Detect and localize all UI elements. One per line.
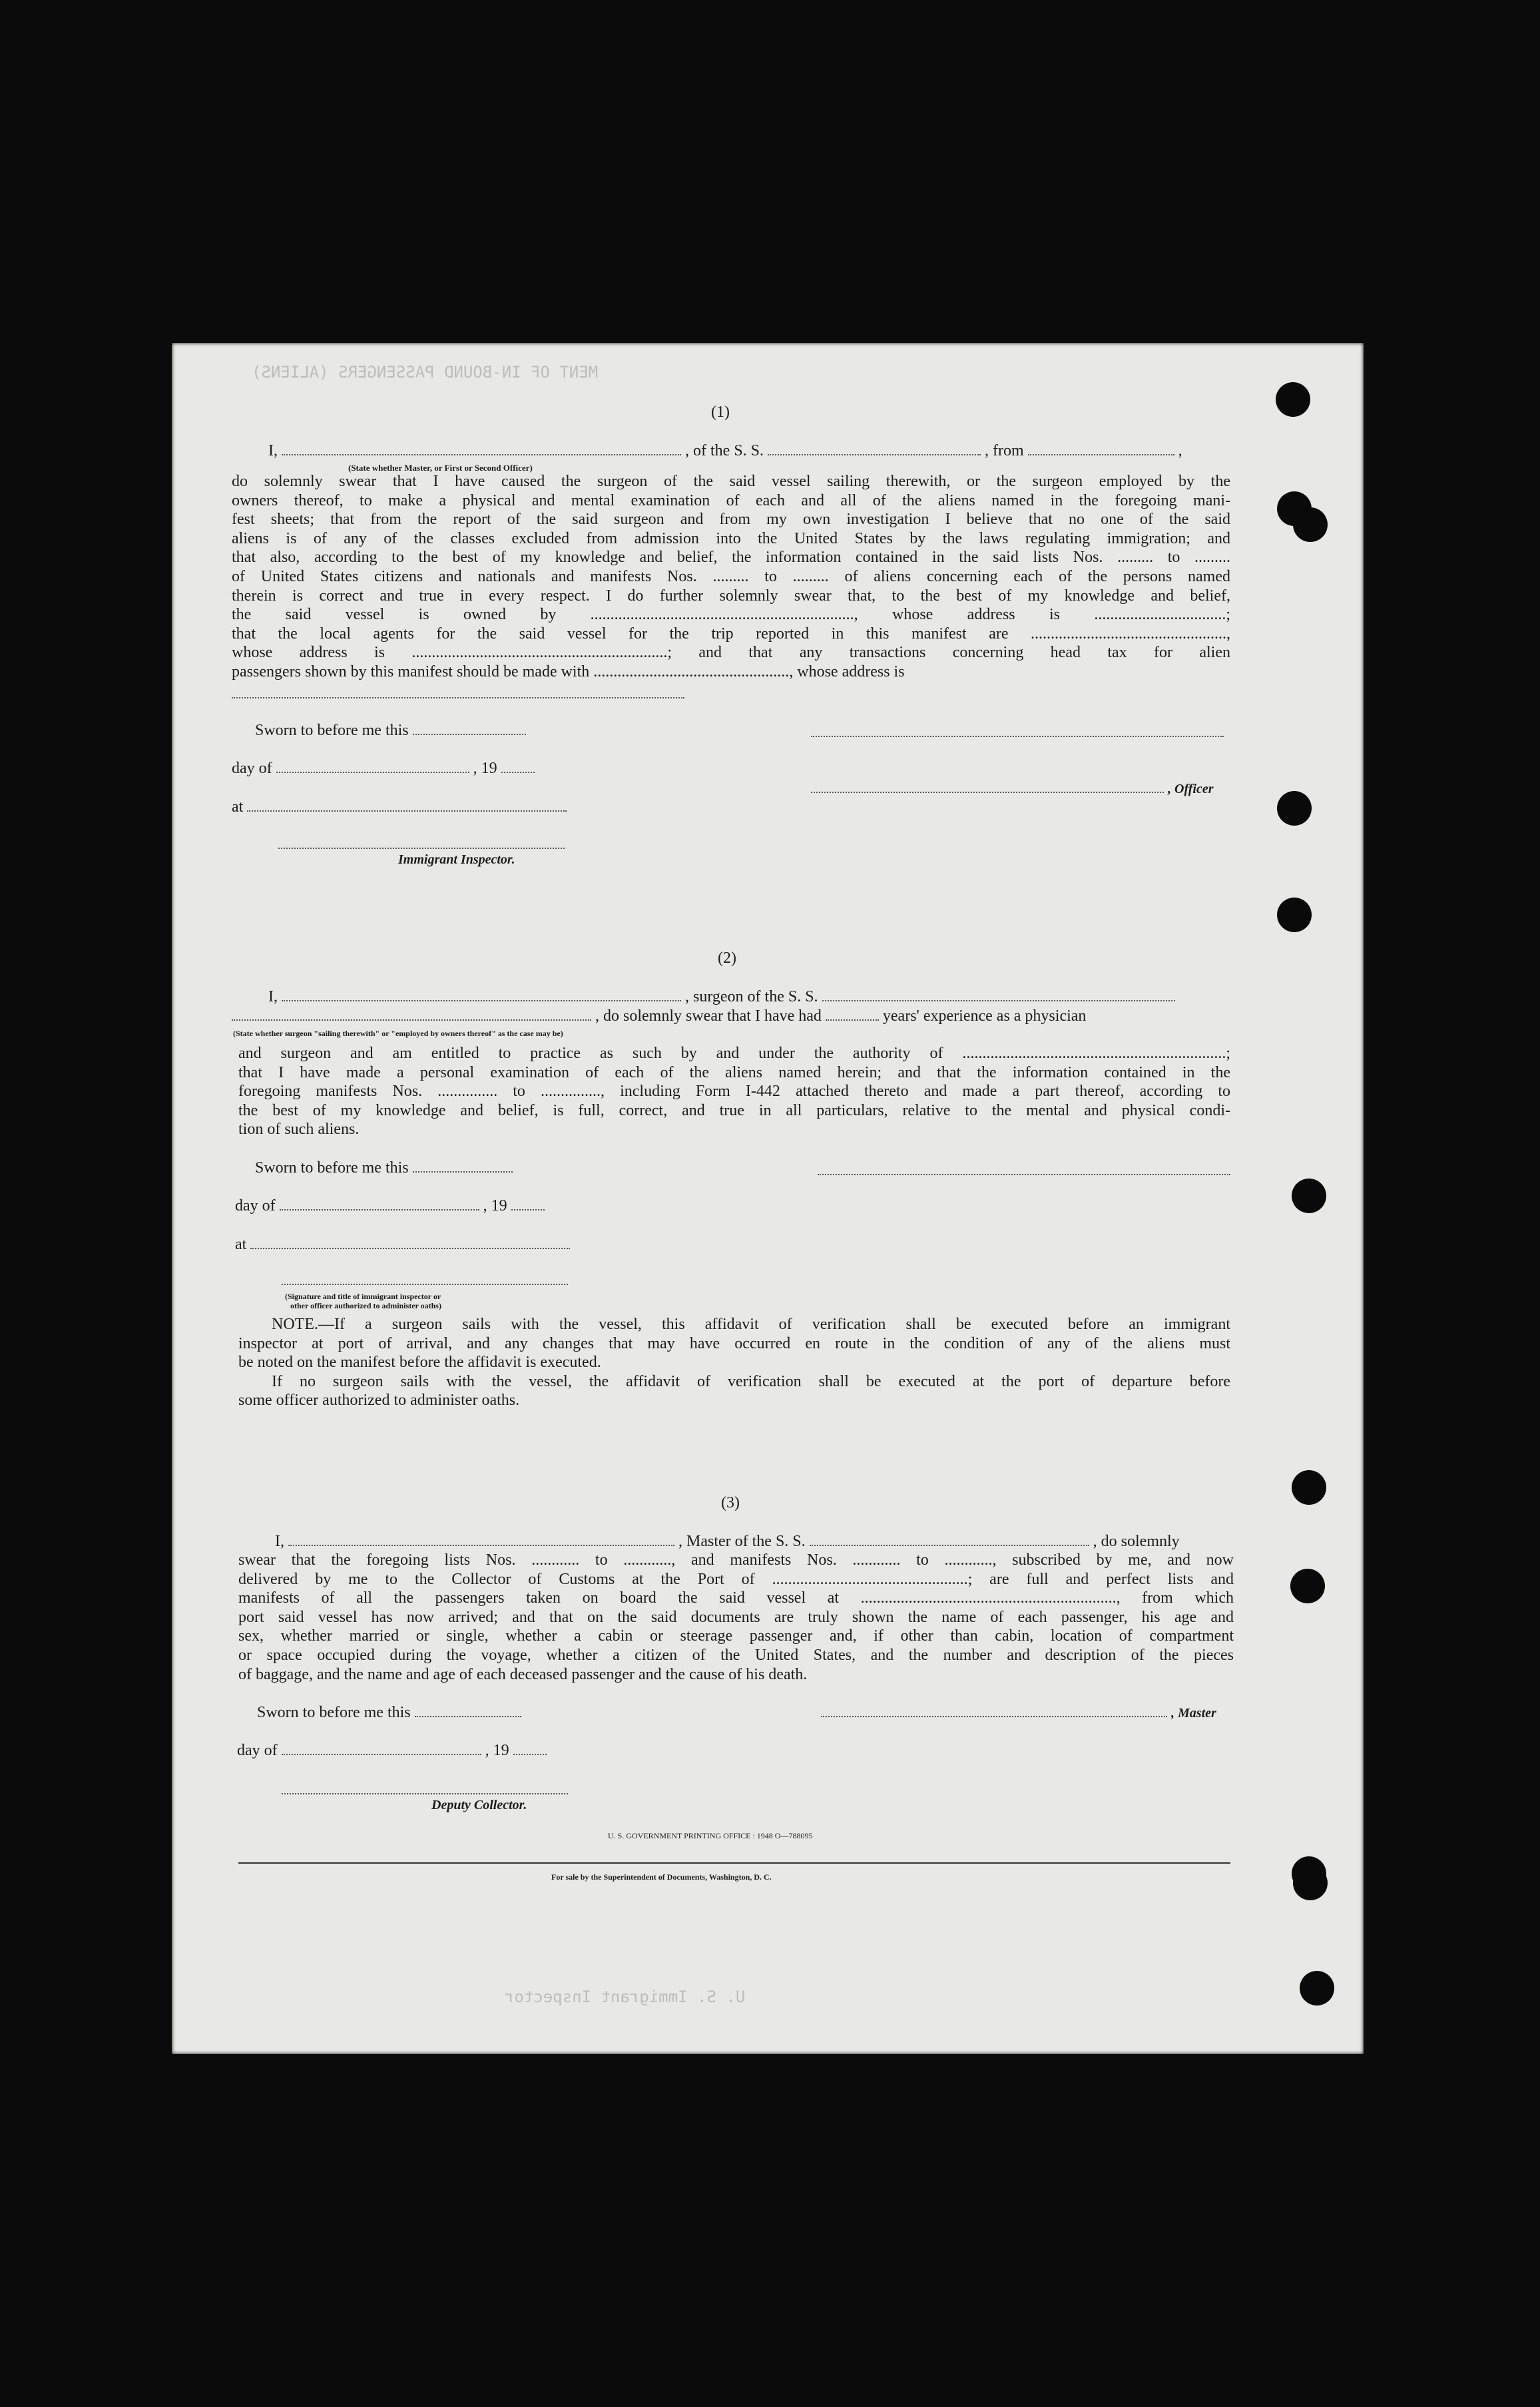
s2-note-line: be noted on the manifest before the affidavit is executed. (238, 1354, 601, 1372)
s1-officer-label: , Officer (1168, 782, 1214, 796)
s3-body-line: delivered by me to the Collector of Customs at the Port of .................................................; are full and perfect lists and (238, 1570, 1234, 1588)
s3-year-blank[interactable] (513, 1753, 547, 1755)
bleed-through-bottom: U. S. Immigrant Inspector (505, 1988, 746, 2006)
punch-hole (1277, 898, 1312, 932)
s3-vessel-blank[interactable] (810, 1544, 1089, 1546)
punch-hole (1293, 507, 1328, 542)
gpo-imprint: U. S. GOVERNMENT PRINTING OFFICE : 1948 O—788095 (608, 1831, 813, 1840)
s2-year-label: , 19 (483, 1197, 507, 1214)
s1-body-line: owners thereof, to make a physical and mental examination of each and all of the aliens named in the foregoing mani- (232, 491, 1230, 509)
s2-signature-note-2: other officer authorized to administer oaths) (290, 1301, 441, 1310)
s1-at (232, 798, 567, 816)
s2-sworn-label: Sworn to before me this (255, 1159, 409, 1177)
s1-body-line: the said vessel is owned by .................................................................., whose address is .................................; (232, 606, 1230, 624)
s1-body-line: passengers shown by this manifest should be made with ................................................., whose address is (232, 663, 905, 680)
s2-line2 (232, 1007, 1086, 1025)
section-1-number: (1) (711, 403, 730, 421)
s1-i-label: I, (268, 442, 278, 459)
s1-of-ss-label: , of the S. S. (685, 442, 764, 459)
s3-master-line (821, 1703, 1216, 1723)
s3-master-signature[interactable] (821, 1715, 1167, 1717)
section-2-body (238, 1044, 1230, 1139)
punch-hole (1300, 1971, 1334, 2006)
s1-day-of-label: day of (232, 760, 272, 777)
s1-officer-blank[interactable] (282, 453, 681, 455)
s1-body-line: of United States citizens and nationals and manifests Nos. ......... to ......... of aliens concerning each of the persons named (232, 567, 1230, 585)
s2-note2-line: If no surgeon sails with the vessel, the affidavit of verification shall be executed at the port of departure before (272, 1372, 1230, 1390)
punch-hole (1293, 1866, 1328, 1900)
s1-day-of (232, 759, 535, 778)
s1-year-blank[interactable] (501, 771, 535, 773)
s3-day-of (237, 1741, 547, 1760)
section-3-body (238, 1551, 1234, 1684)
s3-body-line: port said vessel has now arrived; and that on the said documents are truly shown the name of each passenger, his age and (238, 1608, 1234, 1626)
s1-from-blank[interactable] (1028, 453, 1174, 455)
s2-at-blank[interactable] (250, 1247, 570, 1249)
s1-body-line: that the local agents for the said vessel for the trip reported in this manifest are ................................................., (232, 625, 1230, 643)
s1-vessel-blank[interactable] (768, 453, 981, 455)
s3-swear-label: , do solemnly (1093, 1533, 1180, 1550)
s3-body-line: sex, whether married or single, whether a cabin or steerage passenger and, if other than cabin, location of compartment (238, 1627, 1234, 1645)
s2-year-blank[interactable] (511, 1208, 545, 1210)
s1-signature-line[interactable] (811, 736, 1224, 737)
s1-body-line: do solemnly swear that I have caused the surgeon of the said vessel sailing therewith, or the surgeon employed by the (232, 473, 1230, 490)
punch-hole (1292, 1470, 1326, 1505)
s1-body-line: that also, according to the best of my knowledge and belief, the information contained in the said lists Nos. ......... to ......... (232, 549, 1230, 567)
s1-from-label: , from (985, 442, 1024, 459)
s2-body-line: foregoing manifests Nos. ............... to ..............., including Form I-442 attached thereto and made a part thereof, according to (238, 1083, 1230, 1101)
s2-day-of (235, 1197, 545, 1215)
s2-inspector-line[interactable] (282, 1284, 568, 1285)
s1-inspector-line[interactable] (278, 848, 565, 849)
s2-experience-label: years' experience as a physician (882, 1007, 1087, 1025)
s3-sworn (257, 1703, 521, 1722)
s3-master-label: , Master of the S. S. (678, 1533, 806, 1550)
bleed-through-top: MENT OF IN-BOUND PASSENGERS (ALIENS) (252, 363, 599, 382)
s2-at-label: at (235, 1236, 247, 1253)
s1-officer-line (811, 779, 1214, 798)
s1-officer-note: (State whether Master, or First or Second Officer) (348, 463, 533, 473)
section-3-number: (3) (721, 1494, 740, 1511)
punch-hole (1290, 1569, 1325, 1603)
s2-signature-line[interactable] (818, 1174, 1230, 1175)
punch-hole (1292, 1179, 1326, 1213)
punch-hole (1277, 791, 1312, 826)
s1-body-line: aliens is of any of the classes excluded from admission into the United States by the laws regulating immigration; and (232, 529, 1230, 547)
s1-day-blank[interactable] (276, 771, 469, 773)
s2-body-line: and surgeon and am entitled to practice as such by and under the authority of ..................................................................; (238, 1045, 1230, 1062)
s2-line1 (268, 987, 1175, 1006)
s2-note (238, 1315, 1230, 1410)
s1-line1-end: , (1178, 442, 1182, 459)
s1-at-label: at (232, 798, 244, 816)
s1-body-line: whose address is ................................................................; and that any transactions concerning head tax for alien (232, 644, 1230, 662)
s2-name-blank[interactable] (282, 999, 681, 1001)
s3-master-sign-label: , Master (1171, 1706, 1216, 1721)
punch-hole (1276, 382, 1310, 417)
s3-year-label: , 19 (485, 1742, 509, 1759)
s3-line1 (275, 1532, 1180, 1551)
section-1-line1 (268, 441, 1182, 460)
s1-officer-signature[interactable] (811, 791, 1164, 793)
s3-i-label: I, (275, 1533, 284, 1550)
footer-rule (238, 1862, 1230, 1864)
s3-body-line: of baggage, and the name and age of each deceased passenger and the cause of his death. (238, 1665, 808, 1683)
s2-swear-label: , do solemnly swear that I have had (595, 1007, 822, 1025)
s2-body-line: the best of my knowledge and belief, is full, correct, and true in all particulars, relative to the mental and physical condi- (238, 1101, 1230, 1119)
s2-surgeon-note: (State whether surgeon "sailing therewith" or "employed by owners thereof" as the case may be) (233, 1029, 563, 1038)
s1-body-line: fest sheets; that from the report of the said surgeon and from my own investigation I believe that no one of the said (232, 511, 1230, 529)
s3-sworn-label: Sworn to before me this (257, 1704, 411, 1721)
s2-vessel-blank[interactable] (822, 999, 1175, 1001)
s2-years-blank[interactable] (826, 1019, 879, 1021)
s3-collector-label: Deputy Collector. (431, 1798, 527, 1812)
s3-day-blank[interactable] (282, 1753, 481, 1755)
s2-signature-note-1: (Signature and title of immigrant inspector or (285, 1292, 441, 1301)
s1-sworn (255, 721, 526, 740)
s3-name-blank[interactable] (288, 1544, 674, 1546)
s2-surgeon-label: , surgeon of the S. S. (685, 988, 818, 1005)
s1-body-line: therein is correct and true in every respect. I do further solemnly swear that, to the best of my knowledge and belief, (232, 587, 1230, 605)
s2-day-of-label: day of (235, 1197, 276, 1214)
s2-note-line: inspector at port of arrival, and any changes that may have occurred en route in the condition of any of the aliens must (238, 1334, 1230, 1352)
s2-i-label: I, (268, 988, 278, 1005)
s2-note2-line: some officer authorized to administer oaths. (238, 1392, 520, 1410)
s1-inspector-label: Immigrant Inspector. (398, 852, 515, 867)
s1-sworn-label: Sworn to before me this (255, 722, 409, 739)
s2-body-line: that I have made a personal examination of each of the aliens named herein; and that the information contained in the (238, 1063, 1230, 1081)
s2-sworn-blank[interactable] (413, 1171, 513, 1173)
s3-body-line: manifests of all the passengers taken on board the said vessel at ................................................................, from which (238, 1589, 1234, 1607)
s1-year-label: , 19 (473, 760, 497, 777)
s2-sworn (255, 1159, 513, 1177)
s3-body-line: swear that the foregoing lists Nos. ............ to ............, and manifests Nos. ............ to ............, subscribed by me, and now (238, 1551, 1234, 1569)
s2-status-blank[interactable] (232, 1019, 591, 1021)
s1-at-blank[interactable] (247, 810, 567, 812)
s2-at (235, 1235, 570, 1254)
s3-day-of-label: day of (237, 1742, 278, 1759)
s2-body-line: tion of such aliens. (238, 1121, 360, 1139)
sale-notice: For sale by the Superintendent of Documents, Washington, D. C. (551, 1872, 772, 1882)
s2-note-line: NOTE.—If a surgeon sails with the vessel, this affidavit of verification shall be executed before an immigrant (272, 1316, 1230, 1333)
s2-day-blank[interactable] (280, 1208, 479, 1210)
s1-sworn-blank[interactable] (413, 733, 526, 735)
manifest-page (172, 343, 1364, 2054)
s3-collector-line[interactable] (282, 1793, 568, 1794)
s3-body-line: or space occupied during the voyage, whether a citizen of the United States, and the number and description of the pieces (238, 1646, 1234, 1664)
section-2-number: (2) (718, 949, 736, 967)
s3-sworn-blank[interactable] (415, 1715, 521, 1717)
section-1-body (232, 472, 1230, 682)
s1-address-blank[interactable] (232, 697, 684, 698)
